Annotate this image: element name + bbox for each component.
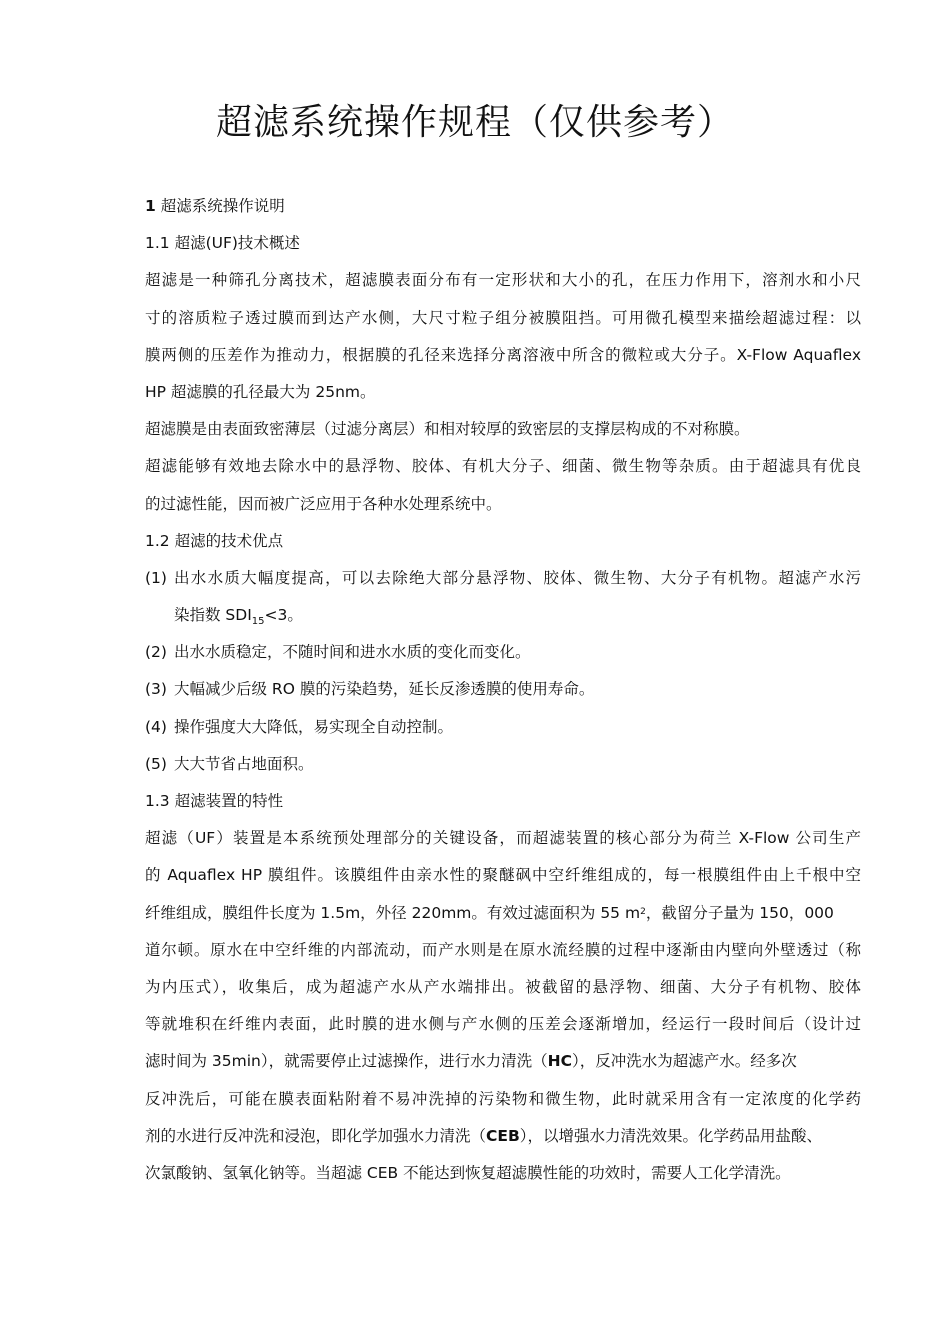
paragraph-line <box>145 1043 861 1080</box>
list-item-continuation <box>145 597 861 634</box>
filter-time-text: 滤时间为 35min），就需要停止过滤操作，进行水力清洗（ <box>145 1052 548 1071</box>
list-item-number: (5) <box>145 754 167 773</box>
paragraph-line <box>145 895 861 932</box>
sdi-label: 染指数 SDI <box>174 606 252 625</box>
paragraph-line: 等就堆积在纤维内表面，此时膜的进水侧与产水侧的压差会逐渐增加，经运行一段时间后（设计过 <box>145 1015 861 1034</box>
list-item <box>145 709 861 746</box>
list-item <box>145 671 861 708</box>
backwash-text: ），反冲洗水为超滤产水。经多次 <box>572 1052 797 1071</box>
membrane-spec-text: 纤维组成，膜组件长度为 1.5m，外径 220mm。有效过滤面积为 55 m <box>145 903 641 922</box>
document-body <box>145 188 861 1192</box>
document-title: 超滤系统操作规程（仅供参考） <box>215 102 734 143</box>
section-1-number: 1 <box>145 197 156 215</box>
paragraph-line: 超滤是一种筛孔分离技术，超滤膜表面分布有一定形状和大小的孔，在压力作用下，溶剂水和小尺 <box>145 271 861 290</box>
list-item-text: 大幅减少后级 RO 膜的污染趋势，延长反渗透膜的使用寿命。 <box>174 680 595 699</box>
list-item-number: (2) <box>145 643 167 662</box>
list-item-number: (1) <box>145 568 167 587</box>
paragraph-line: 道尔顿。原水在中空纤维的内部流动，而产水则是在原水流经膜的过程中逐渐由内壁向外壁透过（称 <box>145 940 861 959</box>
paragraph-line: 膜两侧的压差作为推动力，根据膜的孔径来选择分离溶液中所含的微粒或大分子。X-Flow Aquaflex <box>145 345 861 364</box>
sdi-value: <3。 <box>264 606 303 625</box>
section-1-3-heading: 1.3 超滤装置的特性 <box>145 792 284 810</box>
paragraph-line: 超滤膜是由表面致密薄层（过滤分离层）和相对较厚的致密层的支撑层构成的不对称膜。 <box>145 420 750 439</box>
sdi-subscript: 15 <box>251 616 265 628</box>
list-item <box>145 746 861 783</box>
paragraph-line: 的 Aquaflex HP 膜组件。该膜组件由亲水性的聚醚砜中空纤维组成的，每一根膜组件由上千根中空 <box>145 866 861 885</box>
paragraph-line: 为内压式），收集后，成为超滤产水从产水端排出。被截留的悬浮物、细菌、大分子有机物、胶体 <box>145 977 861 996</box>
list-item-text: 出水水质稳定，不随时间和进水水质的变化而变化。 <box>174 643 531 662</box>
section-1-1-heading: 1.1 超滤(UF)技术概述 <box>145 234 300 253</box>
paragraph-line: 反冲洗后，可能在膜表面粘附着不易冲洗掉的污染物和微生物，此时就采用含有一定浓度的化学药 <box>145 1089 861 1108</box>
section-1-2-heading: 1.2 超滤的技术优点 <box>145 531 284 550</box>
paragraph-line <box>145 1118 861 1155</box>
list-item <box>145 560 861 597</box>
list-item-number: (4) <box>145 717 167 736</box>
list-item <box>145 634 861 671</box>
paragraph-line: 超滤能够有效地去除水中的悬浮物、胶体、有机大分子、细菌、微生物等杂质。由于超滤具有优良 <box>145 457 861 476</box>
paragraph-line: 次氯酸钠、氢氧化钠等。当超滤 CEB 不能达到恢复超滤膜性能的功效时，需要人工化学清洗。 <box>145 1163 791 1182</box>
paragraph-line: 超滤（UF）装置是本系统预处理部分的关键设备，而超滤装置的核心部分为荷兰 X-Flow 公司生产 <box>145 829 861 848</box>
membrane-spec-text-cont: ，截留分子量为 150，000 <box>645 903 834 922</box>
section-1-title: 超滤系统操作说明 <box>160 197 285 215</box>
hc-abbreviation: HC <box>547 1052 572 1071</box>
paragraph-line: HP 超滤膜的孔径最大为 25nm。 <box>145 382 376 401</box>
list-item-text: 操作强度大大降低，易实现全自动控制。 <box>174 717 454 736</box>
section-1-heading <box>145 188 861 225</box>
ceb-intro-text: 剂的水进行反冲洗和浸泡，即化学加强水力清洗（ <box>145 1126 487 1145</box>
paragraph-line: 的过滤性能，因而被广泛应用于各种水处理系统中。 <box>145 494 502 513</box>
area-unit-superscript: 2 <box>640 906 646 917</box>
list-item-text: 出水水质大幅度提高，可以去除绝大部分悬浮物、胶体、微生物、大分子有机物。超滤产水污 <box>174 568 861 587</box>
list-item-number: (3) <box>145 680 167 699</box>
ceb-abbreviation: CEB <box>486 1126 520 1145</box>
paragraph-line: 寸的溶质粒子透过膜而到达产水侧，大尺寸粒子组分被膜阻挡。可用微孔模型来描绘超滤过程：以 <box>145 308 861 327</box>
ceb-effect-text: ），以增强水力清洗效果。化学药品用盐酸、 <box>519 1126 823 1145</box>
list-item-text: 大大节省占地面积。 <box>174 754 314 773</box>
